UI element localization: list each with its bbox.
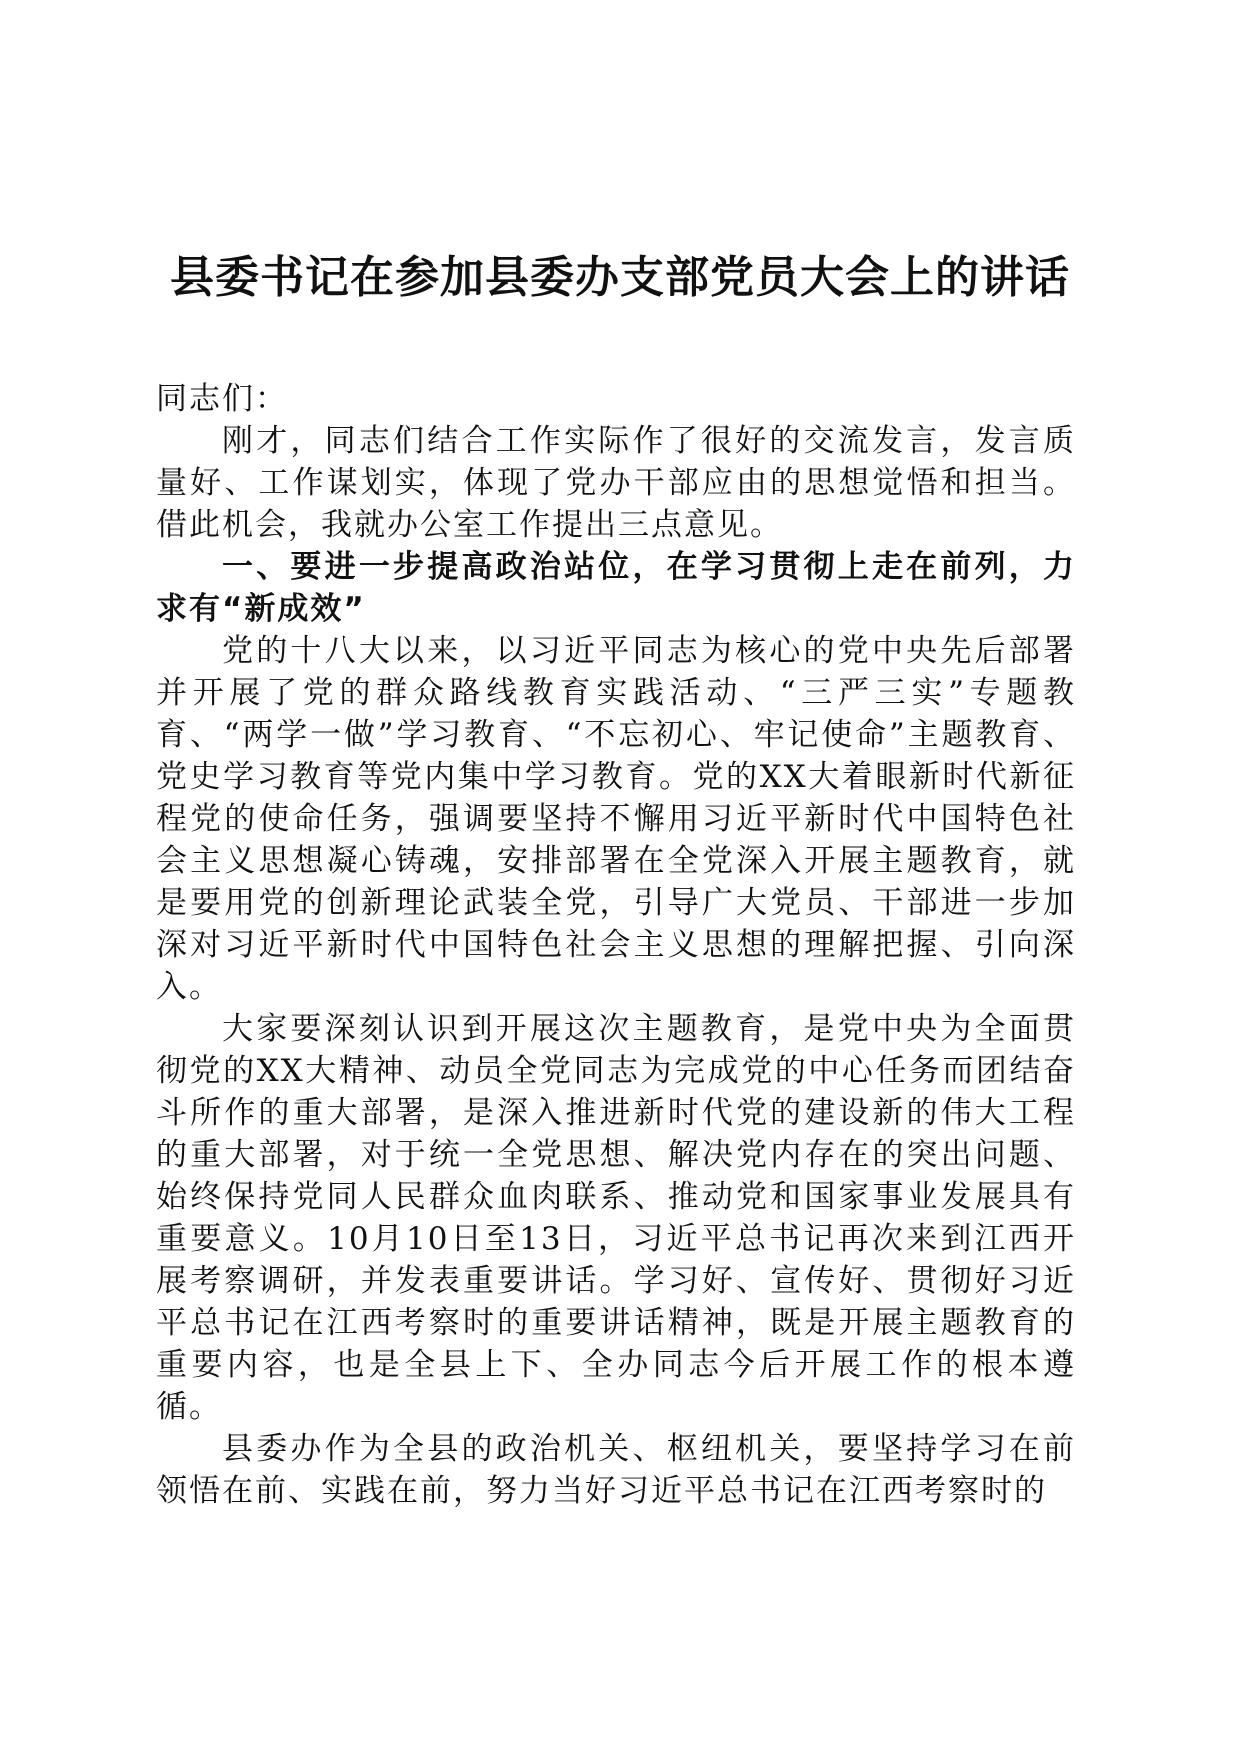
document-title: 县委书记在参加县委办支部党员大会上的讲话 (170, 252, 1070, 303)
document-body (156, 378, 1076, 1512)
paragraph-significance: 大家要深刻认识到开展这次主题教育，是党中央为全面贯彻党的XX大精神、动员全党同志为完成党的中心任务而团结奋斗所作的重大部署，是深入推进新时代党的建设新的伟大工程的重大部署，对于统一全党思想、解决党内存在的突出问题、始终保持党同人民群众血肉联系、推动党和国家事业发展具有重要意义。10月10日至13日，习近平总书记再次来到江西开展考察调研，并发表重要讲话。学习好、宣传好、贯彻好习近平总书记在江西考察时的重要讲话精神，既是开展主题教育的重要内容，也是全县上下、全办同志今后开展工作的根本遵循。 (156, 1011, 1076, 1425)
paragraph-office-role: 县委办作为全县的政治机关、枢纽机关，要坚持学习在前领悟在前、实践在前，努力当好习近平总书记在江西考察时的 (156, 1431, 1076, 1509)
section-heading-1: 一、要进一步提高政治站位，在学习贯彻上走在前列，力求有“新成效” (156, 549, 1076, 627)
salutation: 同志们： (156, 381, 288, 417)
paragraph-intro: 刚才，同志们结合工作实际作了很好的交流发言，发言质量好、工作谋划实，体现了党办干部应由的思想觉悟和担当。借此机会，我就办公室工作提出三点意见。 (156, 423, 1076, 543)
paragraph-background: 党的十八大以来，以习近平同志为核心的党中央先后部署并开展了党的群众路线教育实践活动、“三严三实”专题教育、“两学一做”学习教育、“不忘初心、牢记使命”主题教育、党史学习教育等党内集中学习教育。党的XX大着眼新时代新征程党的使命任务，强调要坚持不懈用习近平新时代中国特色社会主义思想凝心铸魂，安排部署在全党深入开展主题教育，就是要用党的创新理论武装全党，引导广大党员、干部进一步加深对习近平新时代中国特色社会主义思想的理解把握、引向深入。 (156, 633, 1076, 1005)
